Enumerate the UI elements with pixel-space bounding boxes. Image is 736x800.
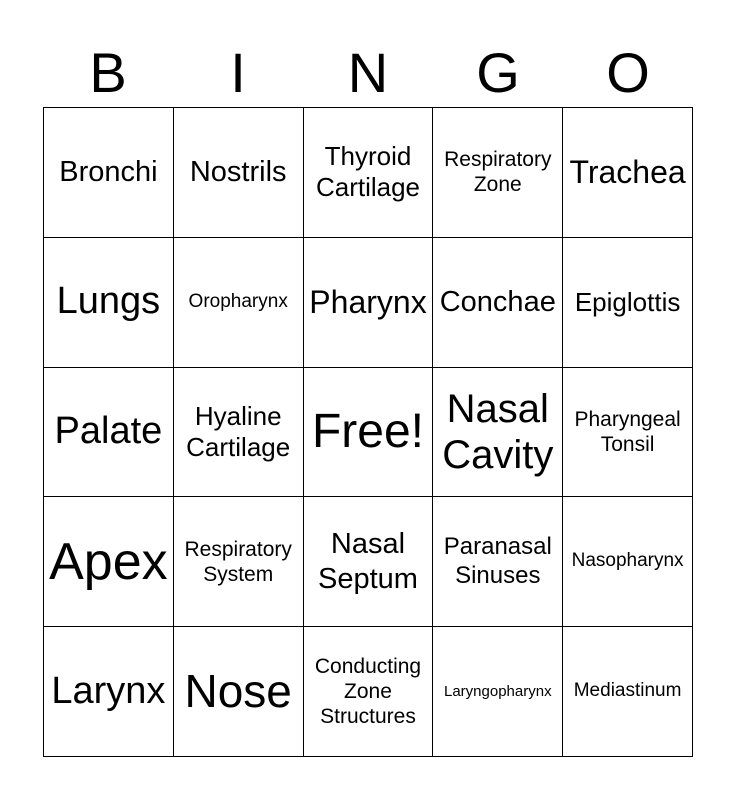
bingo-cell[interactable] bbox=[174, 627, 304, 757]
bingo-cell[interactable] bbox=[433, 497, 563, 627]
cell-label: Epiglottis bbox=[574, 286, 681, 317]
header-letter-o: O bbox=[606, 41, 650, 104]
bingo-cell[interactable] bbox=[44, 627, 174, 757]
bingo-cell[interactable] bbox=[44, 108, 174, 238]
bingo-cell[interactable] bbox=[563, 238, 693, 368]
cell-label: Thyroid Cartilage bbox=[315, 141, 421, 203]
bingo-cell[interactable] bbox=[304, 238, 434, 368]
bingo-cell[interactable] bbox=[433, 238, 563, 368]
bingo-cell[interactable] bbox=[174, 108, 304, 238]
cell-label: Respiratory Zone bbox=[444, 148, 552, 197]
cell-label: Bronchi bbox=[59, 156, 158, 188]
bingo-cell[interactable] bbox=[433, 108, 563, 238]
header-letter-i: I bbox=[230, 41, 246, 104]
cell-label: Larynx bbox=[51, 669, 166, 712]
cell-label: Apex bbox=[49, 532, 168, 591]
free-space-label: Free! bbox=[311, 405, 424, 459]
cell-label: Respiratory System bbox=[184, 537, 292, 586]
bingo-cell[interactable] bbox=[174, 238, 304, 368]
cell-label: Trachea bbox=[569, 154, 686, 191]
cell-label: Nose bbox=[184, 665, 292, 717]
cell-label: Nasopharynx bbox=[571, 550, 684, 572]
bingo-cell[interactable] bbox=[304, 627, 434, 757]
bingo-cell[interactable] bbox=[563, 627, 693, 757]
cell-label: Pharynx bbox=[309, 284, 427, 320]
bingo-cell[interactable] bbox=[304, 497, 434, 627]
bingo-cell[interactable] bbox=[304, 108, 434, 238]
cell-label: Conchae bbox=[439, 285, 556, 318]
cell-label: Nasal Septum bbox=[318, 527, 418, 595]
cell-label: Pharyngeal Tonsil bbox=[574, 407, 681, 456]
cell-label: Conducting Zone Structures bbox=[314, 654, 422, 729]
bingo-cell[interactable] bbox=[433, 368, 563, 498]
cell-label: Hyaline Cartilage bbox=[186, 400, 291, 462]
bingo-cell[interactable] bbox=[433, 627, 563, 757]
header-letter-b: B bbox=[89, 41, 127, 104]
bingo-cell[interactable] bbox=[44, 238, 174, 368]
cell-label: Nasal Cavity bbox=[442, 386, 554, 477]
bingo-cell[interactable] bbox=[174, 497, 304, 627]
header-letter-g: G bbox=[476, 41, 520, 104]
bingo-cell[interactable] bbox=[44, 497, 174, 627]
bingo-cell[interactable] bbox=[563, 497, 693, 627]
bingo-cell[interactable] bbox=[44, 368, 174, 498]
cell-label: Nostrils bbox=[189, 156, 287, 188]
bingo-cell[interactable] bbox=[174, 368, 304, 498]
bingo-cell[interactable] bbox=[563, 368, 693, 498]
free-space-cell[interactable] bbox=[304, 368, 434, 498]
bingo-header bbox=[43, 40, 693, 106]
cell-label: Palate bbox=[54, 410, 163, 453]
bingo-grid bbox=[43, 107, 693, 757]
header-letter-n: N bbox=[347, 41, 389, 104]
cell-label: Lungs bbox=[56, 280, 161, 323]
cell-label: Oropharynx bbox=[188, 290, 288, 312]
cell-label: Laryngopharynx bbox=[444, 682, 552, 700]
bingo-cell[interactable] bbox=[563, 108, 693, 238]
cell-label: Paranasal Sinuses bbox=[443, 532, 552, 589]
cell-label: Mediastinum bbox=[573, 680, 682, 702]
